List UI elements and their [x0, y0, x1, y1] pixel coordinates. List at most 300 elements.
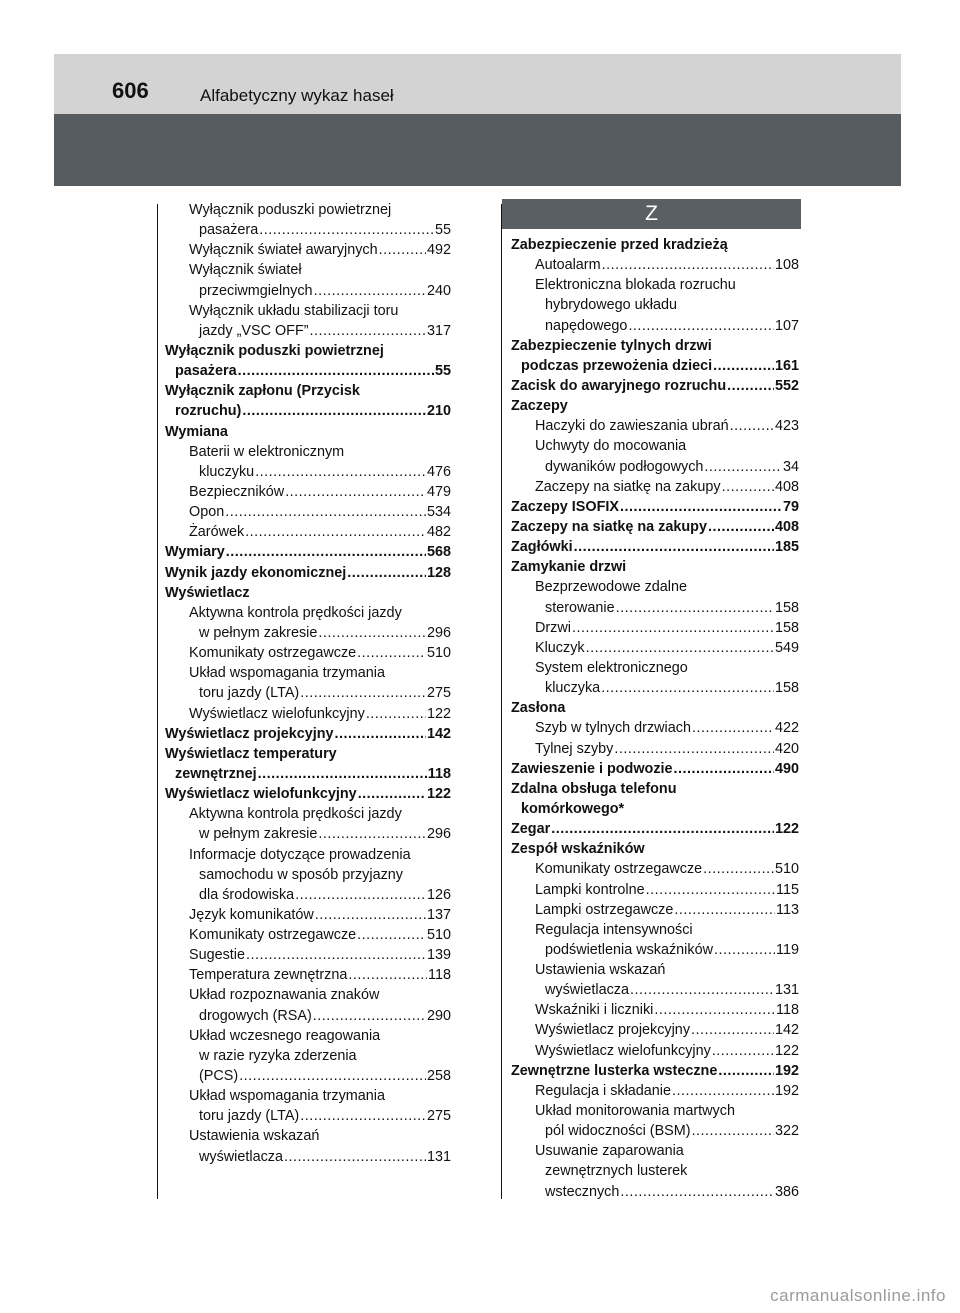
index-entry — [165, 401, 451, 421]
dot-leader — [628, 316, 774, 336]
index-subentry — [511, 618, 799, 638]
entry-text: Bezpieczników — [189, 483, 285, 500]
page-reference: 210 — [426, 403, 451, 420]
entry-text: Elektroniczna blokada rozruchu — [535, 277, 736, 294]
dot-leader — [722, 477, 774, 497]
dot-leader — [616, 598, 774, 618]
index-entry — [165, 341, 451, 361]
dot-leader — [574, 537, 774, 557]
entry-text: Wyświetlacz wielofunkcyjny — [165, 786, 357, 803]
index-entry — [511, 396, 799, 416]
entry-text: Wymiary — [165, 544, 225, 561]
page-reference: 113 — [776, 901, 799, 918]
entry-text: komórkowego* — [521, 800, 625, 817]
dot-leader — [348, 965, 427, 985]
page-reference: 275 — [426, 685, 451, 702]
dot-leader — [245, 522, 426, 542]
index-subentry — [165, 200, 451, 220]
index-subentry — [511, 1101, 799, 1121]
entry-text: zewnętrznej — [175, 765, 257, 782]
page-number: 606 — [112, 78, 149, 103]
dot-leader — [379, 240, 426, 260]
entry-text: Wyłącznik poduszki powietrznej — [189, 202, 392, 218]
page-reference: 119 — [776, 941, 799, 958]
index-subentry — [511, 678, 799, 698]
dot-leader — [284, 1147, 426, 1167]
page-reference: 408 — [774, 518, 799, 535]
index-entry — [165, 764, 451, 784]
dot-leader — [691, 1020, 774, 1040]
entry-text: Wyświetlacz — [165, 584, 250, 601]
entry-text: Zaczepy — [511, 398, 568, 415]
dot-leader — [586, 638, 774, 658]
page-reference: 131 — [426, 1148, 451, 1165]
index-subentry — [511, 255, 799, 275]
page-reference: 549 — [774, 639, 799, 656]
page-reference: 258 — [426, 1068, 451, 1085]
index-subentry — [165, 1026, 451, 1046]
index-entry — [165, 381, 451, 401]
dot-leader — [620, 1182, 774, 1202]
index-entry — [165, 542, 451, 562]
dot-leader — [242, 401, 426, 421]
page-reference: 322 — [774, 1123, 799, 1140]
page-reference: 108 — [774, 257, 799, 274]
entry-text: Zamykanie drzwi — [511, 559, 627, 576]
dot-leader — [602, 255, 774, 275]
entry-text: dywaników podłogowych — [545, 458, 704, 475]
entry-text: Wyłącznik poduszki powietrznej — [165, 342, 384, 359]
entry-text: Aktywna kontrola prędkości jazdy — [189, 806, 402, 823]
dot-leader — [357, 925, 426, 945]
entry-text: Układ wspomagania trzymania — [189, 665, 385, 682]
entry-text: Ustawienia wskazań — [535, 962, 666, 979]
page-reference: 510 — [774, 861, 799, 878]
index-subentry — [511, 1020, 799, 1040]
index-subentry — [165, 804, 451, 824]
entry-text: jazdy „VSC OFF” — [199, 322, 309, 339]
dot-leader — [572, 618, 774, 638]
index-subentry — [165, 824, 451, 844]
index-subentry — [165, 522, 451, 542]
entry-text: Zacisk do awaryjnego rozruchu — [511, 377, 727, 394]
index-entry — [511, 235, 799, 255]
entry-text: kluczyka — [545, 680, 601, 697]
entry-text: wyświetlacza — [199, 1148, 283, 1165]
page-reference: 534 — [426, 504, 451, 521]
dot-leader — [259, 220, 434, 240]
page-reference: 158 — [774, 619, 799, 636]
index-subentry — [511, 638, 799, 658]
page-reference: 122 — [774, 1042, 799, 1059]
entry-text: w pełnym zakresie — [199, 624, 318, 641]
entry-text: System elektronicznego — [535, 659, 688, 676]
page-reference: 34 — [782, 458, 799, 475]
dot-leader — [347, 563, 426, 583]
dot-leader — [239, 1066, 426, 1086]
entry-text: napędowego — [545, 317, 628, 334]
entry-text: Układ wczesnego reagowania — [189, 1027, 381, 1044]
dot-leader — [246, 945, 426, 965]
dot-leader — [708, 517, 774, 537]
page-reference: 296 — [426, 624, 451, 641]
entry-text: Temperatura zewnętrzna — [189, 967, 348, 984]
dot-leader — [712, 1041, 774, 1061]
entry-text: sterowanie — [545, 599, 615, 616]
entry-text: Wyłącznik świateł awaryjnych — [189, 242, 378, 259]
index-entry — [511, 759, 799, 779]
index-entry — [511, 698, 799, 718]
page-reference: 422 — [774, 720, 799, 737]
index-subentry — [165, 623, 451, 643]
dot-leader — [601, 678, 774, 698]
dot-leader — [620, 497, 782, 517]
index-entry — [511, 376, 799, 396]
entry-text: Wyświetlacz wielofunkcyjny — [189, 705, 365, 722]
index-subentry — [511, 457, 799, 477]
entry-text: Kluczyk — [535, 639, 585, 656]
page-reference: 185 — [774, 539, 799, 556]
dot-leader — [674, 759, 774, 779]
entry-text: Zabezpieczenie przed kradzieżą — [511, 237, 728, 253]
index-subentry — [165, 985, 451, 1005]
dot-leader — [313, 1006, 426, 1026]
entry-text: Zawieszenie i podwozie — [511, 760, 673, 777]
dot-leader — [310, 321, 426, 341]
dot-leader — [358, 784, 426, 804]
index-subentry — [165, 1006, 451, 1026]
entry-text: Usuwanie zaparowania — [535, 1143, 684, 1160]
dot-leader — [730, 416, 774, 436]
dot-leader — [727, 376, 774, 396]
entry-text: Układ wspomagania trzymania — [189, 1088, 385, 1105]
entry-text: toru jazdy (LTA) — [199, 685, 300, 702]
index-entry — [511, 517, 799, 537]
index-entry — [511, 799, 799, 819]
entry-text: Wyłącznik świateł — [189, 262, 302, 279]
entry-text: pasażera — [175, 363, 237, 380]
index-subentry — [511, 416, 799, 436]
dot-leader — [300, 1106, 426, 1126]
index-subentry — [165, 1147, 451, 1167]
dot-leader — [226, 542, 426, 562]
index-subentry — [165, 1086, 451, 1106]
dot-leader — [238, 361, 434, 381]
index-subentry — [511, 1000, 799, 1020]
index-subentry — [165, 945, 451, 965]
index-subentry — [165, 663, 451, 683]
index-entry — [511, 779, 799, 799]
index-subentry — [165, 865, 451, 885]
index-subentry — [511, 1161, 799, 1181]
dot-leader — [255, 462, 426, 482]
page-reference: 192 — [774, 1062, 799, 1079]
entry-text: Zasłona — [511, 700, 566, 717]
index-subentry — [165, 925, 451, 945]
entry-text: przeciwmgielnych — [199, 282, 313, 299]
index-subentry — [165, 1106, 451, 1126]
page-reference: 107 — [774, 317, 799, 334]
index-entry — [511, 336, 799, 356]
entry-text: Szyb w tylnych drzwiach — [535, 720, 691, 737]
page-reference: 476 — [426, 463, 451, 480]
page-reference: 510 — [426, 927, 451, 944]
page-reference: 317 — [426, 322, 451, 339]
entry-text: Zegar — [511, 821, 551, 838]
entry-text: Haczyki do zawieszania ubrań — [535, 418, 729, 435]
index-subentry — [165, 1126, 451, 1146]
index-entry — [165, 744, 451, 764]
page-reference: 79 — [782, 498, 799, 515]
entry-text: Lampki kontrolne — [535, 881, 645, 898]
entry-text: Informacje dotyczące prowadzenia — [189, 846, 411, 863]
page-reference: 142 — [774, 1022, 799, 1039]
page-reference: 115 — [776, 881, 799, 898]
dot-leader — [366, 704, 426, 724]
entry-text: Zdalna obsługa telefonu — [511, 780, 677, 797]
index-subentry — [511, 1041, 799, 1061]
page-reference: 479 — [426, 483, 451, 500]
index-subentry — [511, 920, 799, 940]
entry-text: Zaczepy ISOFIX — [511, 498, 619, 515]
watermark: carmanualsonline.info — [770, 1286, 946, 1305]
entry-text: Wynik jazdy ekonomicznej — [165, 564, 347, 581]
dot-leader — [318, 824, 426, 844]
left-column-rule — [157, 204, 158, 1199]
page-reference: 492 — [426, 242, 451, 259]
dot-leader — [300, 683, 426, 703]
entry-text: Układ rozpoznawania znaków — [189, 987, 380, 1004]
page-reference: 408 — [774, 478, 799, 495]
page-reference: 420 — [774, 740, 799, 757]
page-reference: 275 — [426, 1108, 451, 1125]
entry-text: pól widoczności (BSM) — [545, 1123, 691, 1140]
page-reference: 118 — [428, 967, 451, 984]
entry-text: Wyświetlacz projekcyjny — [535, 1022, 691, 1039]
entry-text: pasażera — [199, 222, 259, 239]
dot-leader — [692, 1121, 774, 1141]
entry-text: Zaczepy na siatkę na zakupy — [535, 478, 721, 495]
index-entry — [511, 819, 799, 839]
index-subentry — [165, 845, 451, 865]
entry-text: Uchwyty do mocowania — [535, 438, 687, 455]
entry-text: Tylnej szyby — [535, 740, 614, 757]
page-reference: 296 — [426, 826, 451, 843]
entry-text: Opon — [189, 504, 225, 521]
entry-text: Zespół wskaźników — [511, 841, 645, 858]
page-reference: 118 — [427, 765, 451, 782]
index-subentry — [511, 880, 799, 900]
entry-text: drogowych (RSA) — [199, 1007, 312, 1024]
index-entry — [165, 422, 451, 442]
index-subentry — [165, 260, 451, 280]
index-subentry — [511, 598, 799, 618]
page-reference: 122 — [426, 705, 451, 722]
entry-text: wyświetlacza — [545, 982, 629, 999]
dot-leader — [285, 482, 426, 502]
page-reference: 158 — [774, 599, 799, 616]
dot-leader — [718, 1061, 774, 1081]
dot-leader — [692, 718, 774, 738]
index-entry — [511, 839, 799, 859]
index-subentry — [511, 960, 799, 980]
index-subentry — [511, 718, 799, 738]
page-reference: 423 — [774, 418, 799, 435]
page-reference: 568 — [426, 544, 451, 561]
dot-leader — [318, 623, 426, 643]
entry-text: Zagłówki — [511, 539, 573, 556]
entry-text: rozruchu) — [175, 403, 242, 420]
page-reference: 490 — [774, 760, 799, 777]
index-subentry — [511, 275, 799, 295]
entry-text: Lampki ostrzegawcze — [535, 901, 674, 918]
entry-text: Komunikaty ostrzegawcze — [535, 861, 703, 878]
index-entry — [165, 361, 451, 381]
entry-text: Komunikaty ostrzegawcze — [189, 645, 357, 662]
index-subentry — [165, 301, 451, 321]
dot-leader — [646, 880, 775, 900]
page-reference: 161 — [774, 357, 799, 374]
entry-text: podświetlenia wskaźników — [545, 941, 713, 958]
index-subentry — [511, 900, 799, 920]
entry-text: Żarówek — [189, 524, 245, 541]
index-subentry — [165, 442, 451, 462]
index-subentry — [165, 281, 451, 301]
entry-text: kluczyku — [199, 463, 255, 480]
index-subentry — [165, 321, 451, 341]
entry-text: Wskaźniki i liczniki — [535, 1002, 654, 1019]
entry-text: (PCS) — [199, 1068, 239, 1085]
page-reference: 142 — [426, 725, 451, 742]
index-subentry — [165, 905, 451, 925]
index-subentry — [511, 980, 799, 1000]
entry-text: wstecznych — [545, 1183, 620, 1200]
index-entry — [511, 497, 799, 517]
entry-text: Układ monitorowania martwych — [535, 1103, 735, 1120]
entry-text: Sugestie — [189, 947, 246, 964]
entry-text: zewnętrznych lusterek — [545, 1163, 688, 1180]
page-reference: 118 — [776, 1002, 799, 1019]
entry-text: Zaczepy na siatkę na zakupy — [511, 518, 707, 535]
index-subentry — [165, 240, 451, 260]
index-subentry — [511, 940, 799, 960]
entry-text: Autoalarm — [535, 257, 601, 274]
index-entry — [511, 1061, 799, 1081]
page-reference: 55 — [434, 222, 451, 239]
index-subentry — [511, 436, 799, 456]
entry-text: Drzwi — [535, 619, 571, 636]
header-dark-band — [54, 114, 901, 186]
dot-leader — [674, 900, 775, 920]
index-subentry — [165, 502, 451, 522]
index-subentry — [511, 1141, 799, 1161]
middle-column-rule — [501, 204, 502, 1199]
index-column-left — [165, 200, 451, 1167]
entry-text: toru jazdy (LTA) — [199, 1108, 300, 1125]
index-subentry — [165, 965, 451, 985]
dot-leader — [630, 980, 774, 1000]
page-reference: 192 — [774, 1082, 799, 1099]
page-reference: 131 — [774, 982, 799, 999]
index-subentry — [165, 482, 451, 502]
index-subentry — [165, 683, 451, 703]
page-reference: 158 — [774, 680, 799, 697]
index-entry — [165, 583, 451, 603]
dot-leader — [614, 739, 774, 759]
dot-leader — [703, 859, 774, 879]
page-reference: 482 — [426, 524, 451, 541]
dot-leader — [335, 724, 426, 744]
page-reference: 126 — [426, 886, 451, 903]
index-subentry — [165, 603, 451, 623]
index-subentry — [511, 577, 799, 597]
page-title: Alfabetyczny wykaz haseł — [200, 86, 394, 105]
page-reference: 510 — [426, 645, 451, 662]
dot-leader — [551, 819, 774, 839]
entry-text: Regulacja i składanie — [535, 1082, 671, 1099]
index-entry — [511, 557, 799, 577]
entry-text: Baterii w elektronicznym — [189, 443, 345, 460]
entry-text: Aktywna kontrola prędkości jazdy — [189, 604, 402, 621]
page-reference: 55 — [434, 363, 451, 380]
entry-text: Zabezpieczenie tylnych drzwi — [511, 337, 712, 354]
dot-leader — [314, 281, 426, 301]
dot-leader — [225, 502, 426, 522]
index-entry — [511, 356, 799, 376]
entry-text: hybrydowego układu — [545, 297, 678, 314]
index-subentry — [511, 1081, 799, 1101]
entry-text: Wyświetlacz wielofunkcyjny — [535, 1042, 711, 1059]
index-subentry — [165, 1046, 451, 1066]
page-reference: 122 — [426, 786, 451, 803]
index-subentry — [165, 220, 451, 240]
entry-text: Regulacja intensywności — [535, 921, 693, 938]
entry-text: podczas przewożenia dzieci — [521, 357, 713, 374]
page-reference: 139 — [426, 947, 451, 964]
dot-leader — [315, 905, 426, 925]
page-reference: 290 — [426, 1007, 451, 1024]
index-subentry — [511, 1182, 799, 1202]
entry-text: Ustawienia wskazań — [189, 1128, 320, 1145]
dot-leader — [357, 643, 426, 663]
index-entry — [511, 537, 799, 557]
entry-text: Komunikaty ostrzegawcze — [189, 927, 357, 944]
page-reference: 128 — [426, 564, 451, 581]
page-reference: 552 — [774, 377, 799, 394]
index-subentry — [511, 658, 799, 678]
entry-text: dla środowiska — [199, 886, 295, 903]
dot-leader — [704, 457, 782, 477]
dot-leader — [713, 356, 774, 376]
index-subentry — [165, 1066, 451, 1086]
index-subentry — [511, 295, 799, 315]
entry-text: Bezprzewodowe zdalne — [535, 579, 687, 596]
page-reference: 137 — [426, 906, 451, 923]
index-entry — [165, 563, 451, 583]
dot-leader — [258, 764, 427, 784]
section-letter-z: Z — [502, 199, 801, 229]
index-subentry — [511, 1121, 799, 1141]
page-reference: 240 — [426, 282, 451, 299]
index-subentry — [511, 477, 799, 497]
index-entry — [165, 784, 451, 804]
header-band — [54, 54, 901, 114]
dot-leader — [654, 1000, 775, 1020]
entry-text: Wyświetlacz projekcyjny — [165, 725, 334, 742]
index-entry — [165, 724, 451, 744]
page-reference: 386 — [774, 1183, 799, 1200]
dot-leader — [714, 940, 775, 960]
